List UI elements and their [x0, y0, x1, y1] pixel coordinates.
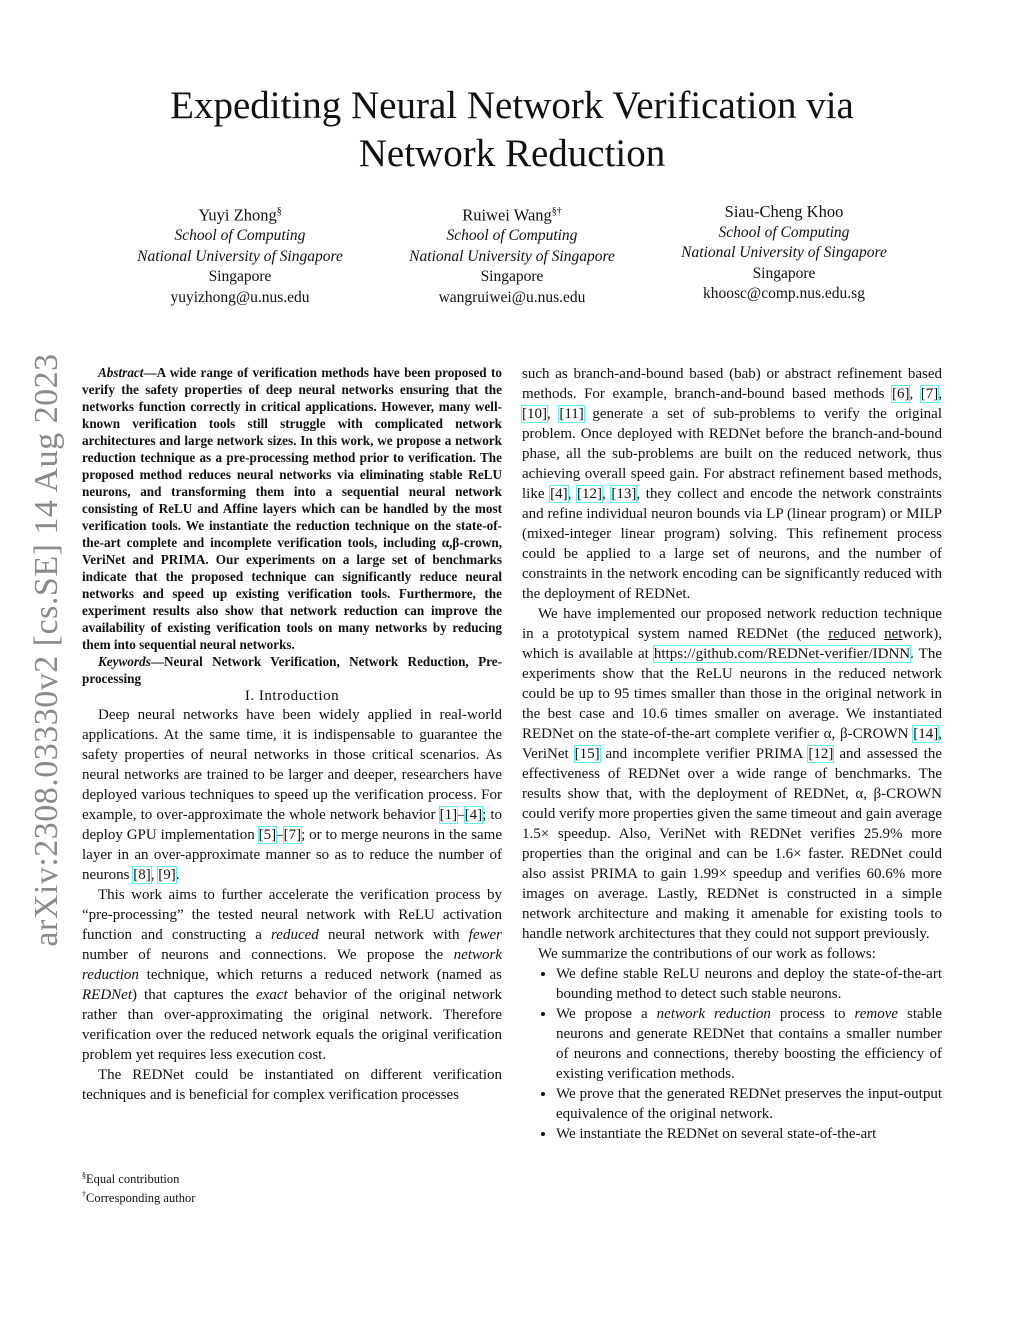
citation-link[interactable]: [4] [550, 486, 568, 502]
citation-link[interactable]: [7] [283, 827, 302, 843]
author-2 [362, 202, 662, 308]
author-name: Siau-Cheng Khoo [724, 202, 844, 221]
keywords-label: Keywords [98, 654, 151, 669]
arxiv-identifier-stamp [30, 355, 64, 945]
list-item: • We propose a network reduction process to remove stable neurons and generate REDNet that contains a smaller number of neurons and connections, thereby boosting the efficiency of existing verification methods. [556, 1004, 942, 1084]
author-dept: School of Computing [718, 223, 850, 241]
author-mark: §† [551, 206, 562, 217]
keywords [82, 653, 502, 687]
citation-link[interactable]: [9] [158, 867, 176, 883]
author-country: Singapore [208, 268, 272, 285]
citation-link[interactable]: [10] [522, 406, 547, 422]
citation-link[interactable]: [12] [808, 746, 834, 762]
author-email: wangruiwei@u.nus.edu [438, 288, 586, 306]
contribution-list [522, 964, 942, 1144]
author-univ: National University of Singapore [681, 244, 887, 261]
citation-link[interactable]: [12] [577, 486, 603, 502]
citation-link[interactable]: [6] [891, 386, 910, 402]
citation-link[interactable]: [7] [920, 386, 939, 402]
left-column [82, 364, 502, 1105]
author-name: Ruiwei Wang [462, 205, 552, 225]
author-mark: § [276, 206, 282, 217]
author-3 [634, 202, 934, 305]
paper-title [100, 82, 924, 178]
section-heading: I. Introduction [244, 688, 340, 704]
author-email: khoosc@comp.nus.edu.sg [703, 285, 865, 302]
author-country: Singapore [480, 268, 544, 285]
citation-link[interactable]: [13] [611, 486, 637, 502]
footnote-1: §Equal contribution [82, 1171, 180, 1187]
author-email: yuyizhong@u.nus.edu [170, 288, 310, 306]
author-dept: School of Computing [174, 227, 306, 244]
author-univ: National University of Singapore [409, 247, 615, 265]
author-univ: National University of Singapore [137, 247, 343, 265]
citation-link[interactable]: [8] [133, 867, 151, 883]
title-line-2: Network Reduction [358, 132, 666, 175]
list-item: • We define stable ReLU neurons and deploy the state-of-the-art bounding method to detect such stable neurons. [556, 964, 942, 1004]
right-paragraph-1: such as branch-and-bound based (bab) or abstract refinement based methods. For example, branch-and-bound based methods [6], [7], [10], [11] generate a set of sub-problems to verify the original problem. Once deployed with REDNet before the branch-and-bound phase, all the sub-problems are built on the reduced network, thus achieving overall speed gain. For abstract refinement based methods, like [4], [12], [13], they collect and encode the network constraints and refine individual neuron bounds via LP (linear program) or MILP (mixed-integer linear program) solving. This refinement process could be applied to a large set of neurons, and the number of constraints in the network encoding can be significantly reduced with the deployment of REDNet. [522, 366, 943, 602]
github-link[interactable]: https://github.com/REDNet-verifier/IDNN [653, 646, 911, 662]
abstract-text: —A wide range of verification methods have been proposed to verify the safety properties of deep neural networks ensuring that the networks function correctly in critical applications. However, many well-known verification tools still struggle with complicated network architectures and large network sizes. In this work, we propose a network reduction technique as a pre-processing method prior to verification. The proposed method reduces neural networks via eliminating stable ReLU neurons, and transforming them into a sequential neural network consisting of ReLU and Affine layers which can be handled by the most verification tools. We instantiate the reduction technique on the state-of-the-art complete and incomplete verification tools, including α,β-crown, VeriNet and PRIMA. Our experiments on a large set of benchmarks indicate that the proposed technique can significantly reduce neural networks and speed up existing verification tools. Furthermore, the experiment results also show that network reduction can improve the availability of existing verification tools on many networks by reducing them into sequential neural networks. [82, 365, 502, 652]
author-name: Yuyi Zhong [198, 205, 277, 225]
footnotes [82, 1168, 502, 1206]
author-country: Singapore [752, 264, 816, 282]
citation-link[interactable]: [11] [559, 406, 584, 422]
abstract-label: Abstract [98, 365, 144, 380]
right-paragraph-2: We have implemented our proposed network reduction technique in a prototypical system named REDNet (the reduced network), which is available at https://github.com/REDNet-verifier/IDNN. The experiments show that the ReLU neurons in the reduced network could be up to 95 times smaller than those in the original network in the best case and 10.6 times smaller on average. We instantiated REDNet on the state-of-the-art complete verifier α, β-CROWN [14], VeriNet [15] and incomplete verifier PRIMA [12] and assessed the effectiveness of REDNet over a wide range of benchmarks. The results show that, with the deployment of REDNet, α, β-CROWN could verify more properties given the same timeout and gain average 1.5× speedup. Also, VeriNet with REDNet verifies 25.9% more properties than the original and can be 1.6× faster. REDNet could also assist PRIMA to gain 1.99× speedup and verifies 60.6% more images on average. Lastly, REDNet is constructed in a simple network architecture and making it amenable for existing tools to handle network architectures that they could not support previously. [522, 606, 942, 942]
citation-link[interactable]: [5] [258, 827, 277, 843]
citation-link[interactable]: [4] [464, 807, 483, 823]
arxiv-stamp-text: arXiv:2308.03330v2 [cs.SE] 14 Aug 2023 [28, 353, 65, 947]
citation-link[interactable]: [14] [913, 726, 939, 742]
footnote-2: †Corresponding author [82, 1190, 196, 1206]
intro-paragraph-2: This work aims to further accelerate the verification process by “pre-processing” the tested neural network with ReLU activation function and constructing a reduced neural network with fewer number of neurons and connections. We propose the network reduction technique, which returns a reduced network (named as REDNet) that captures the exact behavior of the original network rather than over-approximating the original network. Therefore verification over the reduced network equals the original verification problem yet requires less execution cost. [82, 887, 502, 1063]
intro-paragraph-1: Deep neural networks have been widely applied in real-world applications. At the same time, it is indispensable to guarantee the safety properties of neural networks in those critical scenarios. As neural networks are trained to be larger and deeper, researchers have deployed various techniques to speed up the verification process. For example, to over-approximate the whole network behavior [1]–[4]; to deploy GPU implementation [5]–[7]; or to merge neurons in the same layer in an over-approximate manner so as to reduce the number of neurons [8], [9]. [82, 707, 503, 883]
right-column [522, 364, 942, 1144]
title-line-1: Expediting Neural Network Verification via [170, 84, 854, 127]
author-dept: School of Computing [446, 227, 578, 244]
intro-paragraph-3: The REDNet could be instantiated on different verification techniques and is beneficial for complex verification processes [82, 1067, 502, 1103]
citation-link[interactable]: [1] [439, 807, 458, 823]
keywords-text: —Neural Network Verification, Network Reduction, Pre-processing [82, 654, 502, 686]
list-item: • We prove that the generated REDNet preserves the input-output equivalence of the original network. [556, 1084, 942, 1124]
author-1 [90, 202, 390, 308]
list-item: • We instantiate the REDNet on several state-of-the-art [556, 1124, 942, 1144]
abstract [82, 364, 502, 653]
right-paragraph-3: We summarize the contributions of our work as follows: [538, 946, 876, 962]
citation-link[interactable]: [15] [574, 746, 600, 762]
